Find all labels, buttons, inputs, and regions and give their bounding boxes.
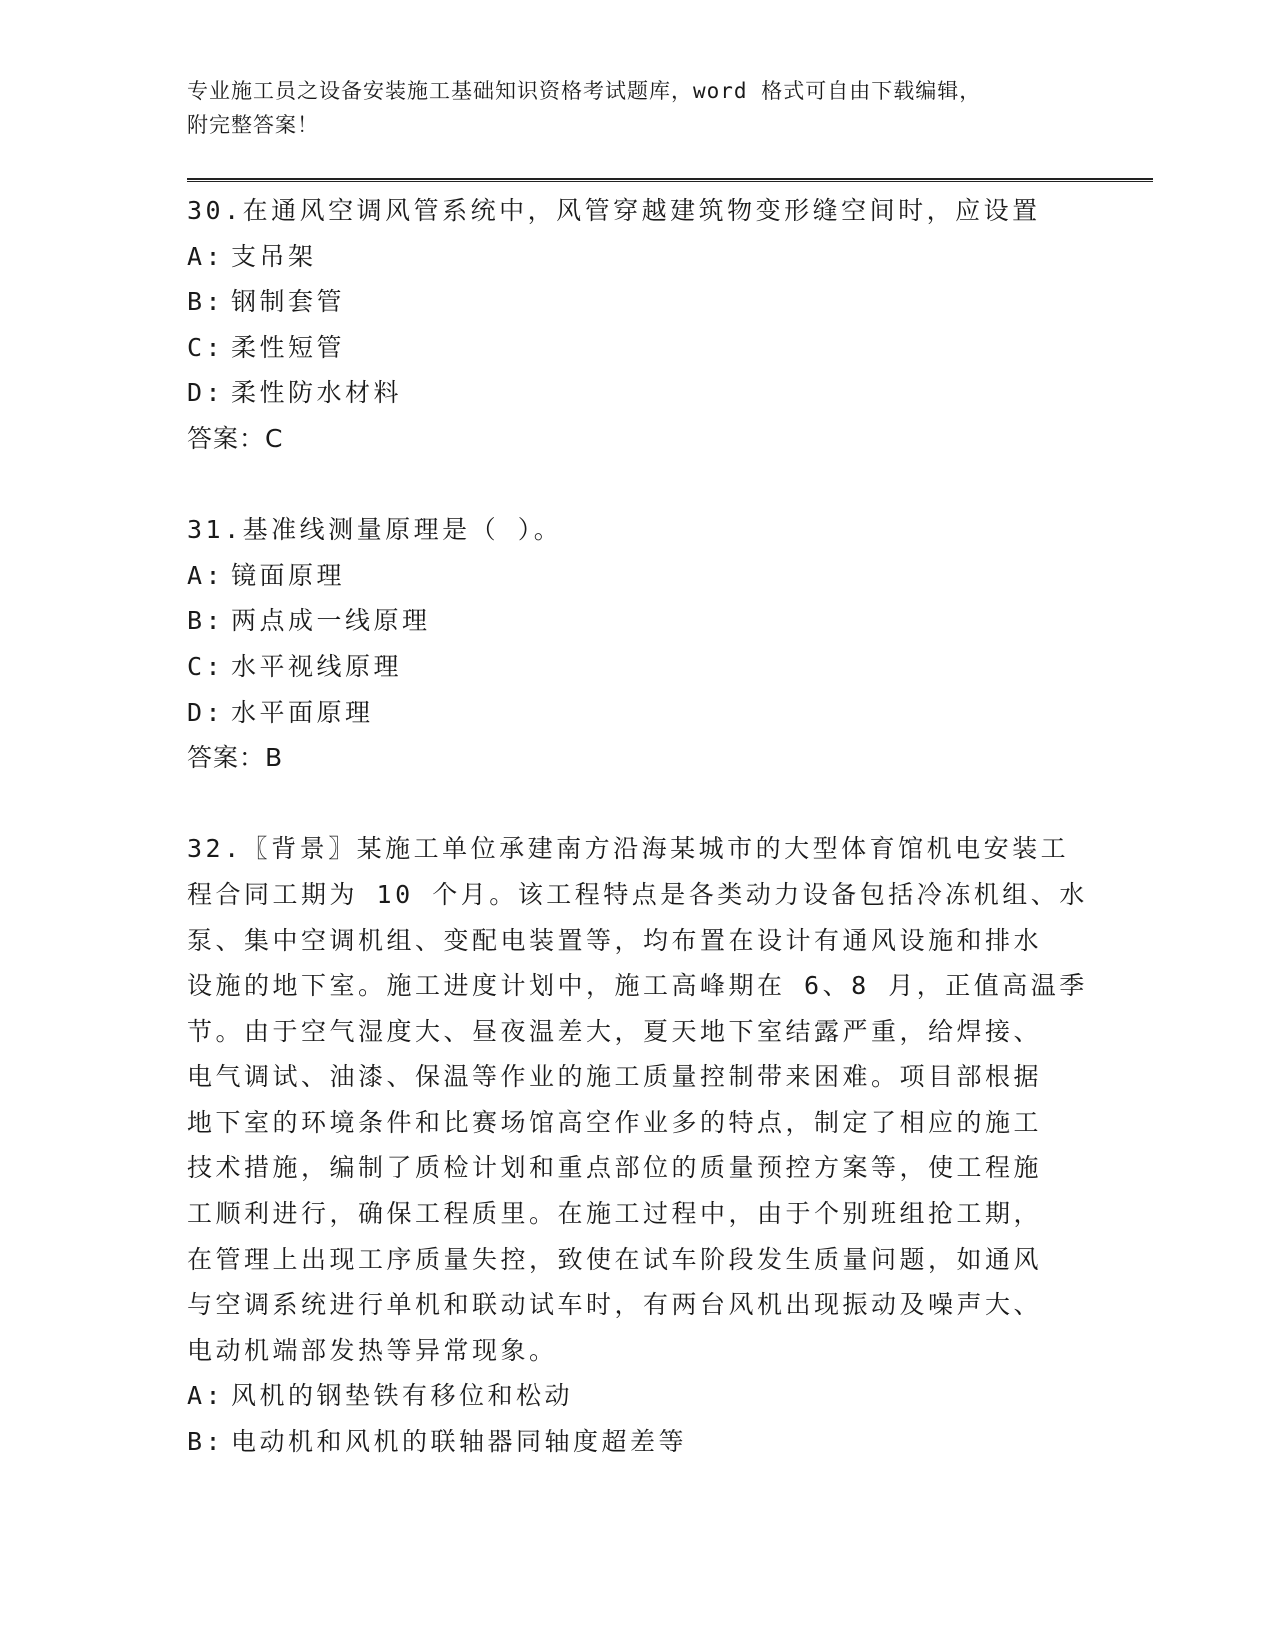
option-a — [187, 1373, 1067, 1419]
option-letter: A: — [187, 1381, 225, 1411]
question-stem: 30.在通风空调风管系统中，风管穿越建筑物变形缝空间时，应设置 — [187, 196, 1041, 225]
header-line-1: 专业施工员之设备安装施工基础知识资格考试题库，word 格式可自由下载编辑， — [187, 79, 982, 103]
question-32 — [187, 826, 1088, 1464]
option-text: 支吊架 — [231, 241, 317, 271]
option-letter: D: — [187, 378, 225, 408]
option-letter: C: — [187, 651, 225, 681]
option-text: 镜面原理 — [231, 560, 346, 590]
question-stem-line: 电动机端部发热等异常现象。 — [187, 1335, 558, 1365]
header-divider — [187, 178, 1153, 182]
option-a — [187, 553, 1067, 599]
question-stem-line: 技术措施，编制了质检计划和重点部位的质量预控方案等，使工程施 — [187, 1153, 1043, 1183]
option-text: 柔性防水材料 — [231, 378, 403, 408]
option-text: 钢制套管 — [231, 287, 346, 317]
question-stem-line: 程合同工期为 10 个月。该工程特点是各类动力设备包括冷冻机组、水 — [187, 879, 1088, 909]
question-stem-line: 地下室的环境条件和比赛场馆高空作业多的特点，制定了相应的施工 — [187, 1107, 1043, 1137]
question-stem-line: 电气调试、油漆、保温等作业的施工质量控制带来困难。项目部根据 — [187, 1062, 1043, 1092]
option-d — [187, 690, 1067, 736]
option-b — [187, 1419, 1067, 1465]
question-stem-line: 在管理上出现工序质量失控，致使在试车阶段发生质量问题，如通风 — [187, 1244, 1043, 1274]
question-stem-line: 泵、集中空调机组、变配电装置等，均布置在设计有通风设施和排水 — [187, 925, 1043, 955]
option-letter: A: — [187, 560, 225, 590]
question-stem: 31.基准线测量原理是（ ）。 — [187, 515, 563, 545]
option-text: 水平视线原理 — [231, 651, 403, 681]
option-letter: C: — [187, 332, 225, 362]
spacer — [187, 781, 1067, 827]
option-d — [187, 370, 1067, 416]
option-letter: A: — [187, 241, 225, 271]
question-30 — [187, 188, 1067, 462]
option-b — [187, 279, 1067, 325]
option-c — [187, 644, 1067, 690]
question-stem-line: 工顺利进行，确保工程质里。在施工过程中，由于个别班组抢工期， — [187, 1199, 1043, 1229]
option-text: 电动机和风机的联轴器同轴度超差等 — [231, 1427, 688, 1457]
document-header — [187, 74, 1067, 142]
question-stem-line: 节。由于空气湿度大、昼夜温差大，夏天地下室结露严重，给焊接、 — [187, 1016, 1043, 1046]
option-letter: B: — [187, 287, 225, 317]
answer-line: 答案：C — [187, 423, 284, 453]
spacer — [187, 462, 1067, 508]
option-c — [187, 325, 1067, 371]
question-stem-line: 与空调系统进行单机和联动试车时，有两台风机出现振动及噪声大、 — [187, 1290, 1043, 1320]
option-text: 水平面原理 — [231, 697, 374, 727]
question-stem-line: 32.〖背景〗某施工单位承建南方沿海某城市的大型体育馆机电安装工 — [187, 834, 1070, 864]
option-letter: B: — [187, 606, 225, 636]
question-list — [187, 188, 1088, 1465]
option-text: 柔性短管 — [231, 332, 346, 362]
option-text: 风机的钢垫铁有移位和松动 — [231, 1381, 574, 1411]
option-letter: D: — [187, 697, 225, 727]
answer-line: 答案：B — [187, 743, 284, 773]
question-stem-line: 设施的地下室。施工进度计划中，施工高峰期在 6、8 月，正值高温季 — [187, 971, 1088, 1001]
option-b — [187, 598, 1067, 644]
header-line-2: 附完整答案！ — [187, 113, 319, 137]
option-letter: B: — [187, 1427, 225, 1457]
option-a — [187, 234, 1067, 280]
question-31 — [187, 507, 1067, 781]
option-text: 两点成一线原理 — [231, 606, 431, 636]
